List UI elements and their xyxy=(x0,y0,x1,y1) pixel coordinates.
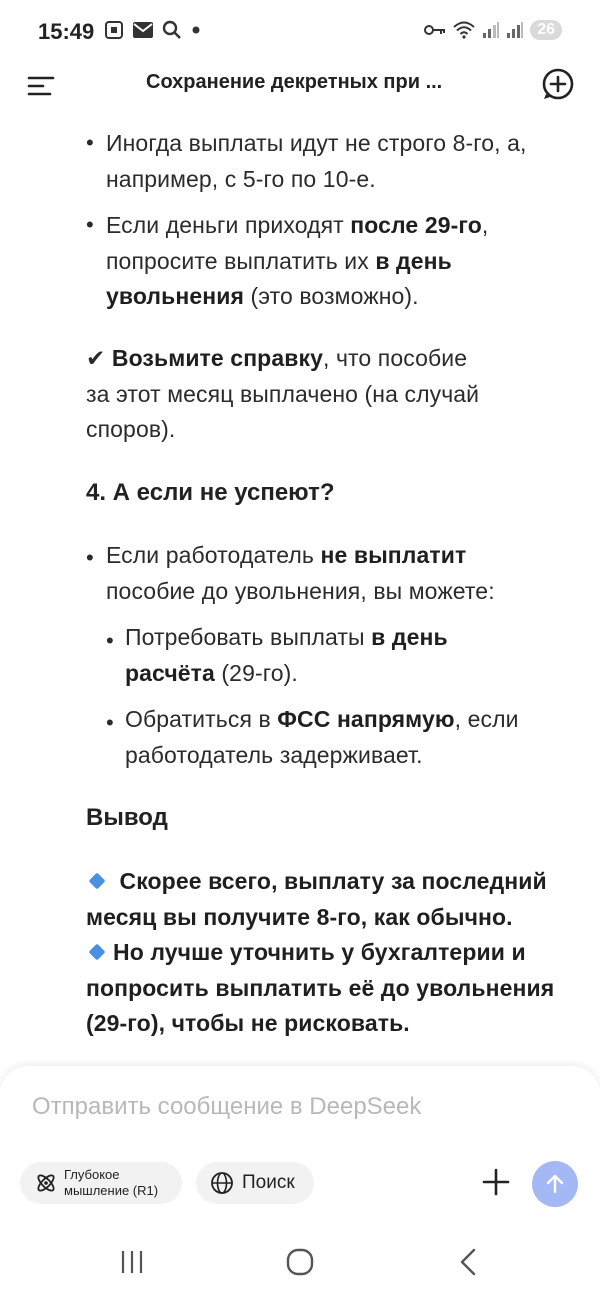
bullet-marker: • xyxy=(86,212,94,237)
text-line: (29-го), чтобы не рисковать. xyxy=(86,1010,410,1036)
text-line: например, с 5-го по 10-е. xyxy=(106,165,376,192)
text-span: , xyxy=(481,212,489,238)
text-line: за этот месяц выплачено (на случай xyxy=(86,380,480,407)
new-chat-button[interactable] xyxy=(540,66,576,102)
home-button[interactable] xyxy=(280,1244,320,1280)
plus-icon xyxy=(480,1166,512,1198)
chat-header xyxy=(0,60,600,108)
text-span: , если xyxy=(454,706,519,732)
system-nav-bar xyxy=(0,1226,600,1299)
home-icon xyxy=(285,1247,315,1277)
atom-icon xyxy=(34,1171,58,1195)
text-span: Обратиться в xyxy=(125,706,278,732)
deep-think-label xyxy=(64,1167,158,1199)
mail-icon xyxy=(132,20,154,40)
text-line xyxy=(86,864,554,900)
status-time: 15:49 xyxy=(38,19,95,44)
checkmark-icon: ✔ xyxy=(86,345,106,371)
status-bar xyxy=(0,0,600,60)
battery-indicator: 26 xyxy=(530,20,562,40)
bullet-marker: • xyxy=(106,628,114,653)
message-composer xyxy=(0,1066,600,1226)
list-item xyxy=(106,538,495,609)
message-input[interactable] xyxy=(30,1092,554,1122)
text-span: Скорее всего, выплату за последний xyxy=(119,868,547,894)
screenshot-icon xyxy=(104,20,124,40)
label-line: мышление (R1) xyxy=(64,1183,159,1198)
search-icon xyxy=(162,20,182,40)
new-chat-icon xyxy=(540,66,576,102)
text-line: попросить выплатить её до увольнения xyxy=(86,974,555,1001)
text-span: Но лучше уточнить у бухгалтерии и xyxy=(113,939,526,965)
text-span: попросите выплатить их xyxy=(106,247,376,274)
dot-icon xyxy=(190,24,202,36)
chat-title[interactable]: Сохранение декретных при ... xyxy=(146,71,443,93)
back-button[interactable] xyxy=(448,1244,488,1280)
text-span: Потребовать выплаты xyxy=(125,624,372,650)
menu-button[interactable] xyxy=(26,70,56,100)
back-icon xyxy=(456,1247,480,1277)
text-line xyxy=(106,279,488,315)
bold-text: после 29-го xyxy=(350,212,482,238)
blue-diamond-icon xyxy=(89,873,106,890)
text-line xyxy=(125,656,448,692)
message-content xyxy=(0,108,600,1068)
signal-icon xyxy=(506,21,524,39)
bold-text: в день xyxy=(375,247,452,274)
text-line: Иногда выплаты идут не строго 8-го, а, xyxy=(106,130,527,156)
nested-list-item xyxy=(125,702,519,773)
conclusion-text xyxy=(86,864,554,1042)
bullet-marker: • xyxy=(106,710,114,735)
list-item xyxy=(106,126,527,197)
text-line xyxy=(125,702,519,738)
text-line xyxy=(106,244,488,280)
globe-icon xyxy=(210,1171,234,1195)
bold-text: ФСС напрямую xyxy=(277,706,455,732)
text-span: Если деньги приходят xyxy=(106,212,351,238)
recents-icon xyxy=(118,1249,146,1275)
search-toggle[interactable] xyxy=(196,1162,314,1204)
recents-button[interactable] xyxy=(112,1244,152,1280)
text-line xyxy=(106,538,495,574)
text-line: споров). xyxy=(86,416,176,442)
section-heading: 4. А если не успеют? xyxy=(86,479,335,506)
key-icon xyxy=(424,23,446,37)
blue-diamond-icon xyxy=(89,944,106,961)
bold-text: увольнения xyxy=(106,283,244,309)
text-line xyxy=(86,935,554,971)
text-line xyxy=(125,620,448,656)
wifi-icon xyxy=(452,20,476,40)
text-line: пособие до увольнения, вы можете: xyxy=(106,577,495,604)
text-span: (29-го). xyxy=(214,659,298,686)
text-line: месяц вы получите 8-го, как обычно. xyxy=(86,903,513,930)
check-note xyxy=(86,341,479,448)
bullet-marker: • xyxy=(86,130,94,155)
signal-icon xyxy=(482,21,500,39)
bold-text: в день xyxy=(371,624,448,650)
text-span: Если работодатель xyxy=(106,542,321,568)
status-icons-right xyxy=(424,20,562,40)
label-line: Глубокое xyxy=(64,1167,120,1182)
bullet-marker: • xyxy=(86,545,94,570)
attach-button[interactable] xyxy=(480,1166,512,1198)
bold-text: расчёта xyxy=(125,659,215,686)
status-icons-left xyxy=(104,20,202,40)
send-button[interactable] xyxy=(532,1161,578,1207)
bold-text: не выплатит xyxy=(320,542,467,568)
text-span: , что пособие xyxy=(322,345,468,371)
conclusion-heading: Вывод xyxy=(86,804,168,831)
deep-think-toggle[interactable] xyxy=(20,1162,182,1204)
nested-list-item xyxy=(125,620,448,691)
text-line xyxy=(106,208,488,244)
search-label: Поиск xyxy=(242,1172,295,1193)
text-span: (это возможно). xyxy=(244,283,419,309)
text-line: работодатель задерживает. xyxy=(125,741,423,768)
bold-text: Возьмите справку xyxy=(111,345,323,371)
list-item xyxy=(106,208,488,315)
text-line xyxy=(86,341,479,377)
menu-icon xyxy=(26,70,56,100)
arrow-up-icon xyxy=(543,1172,567,1196)
